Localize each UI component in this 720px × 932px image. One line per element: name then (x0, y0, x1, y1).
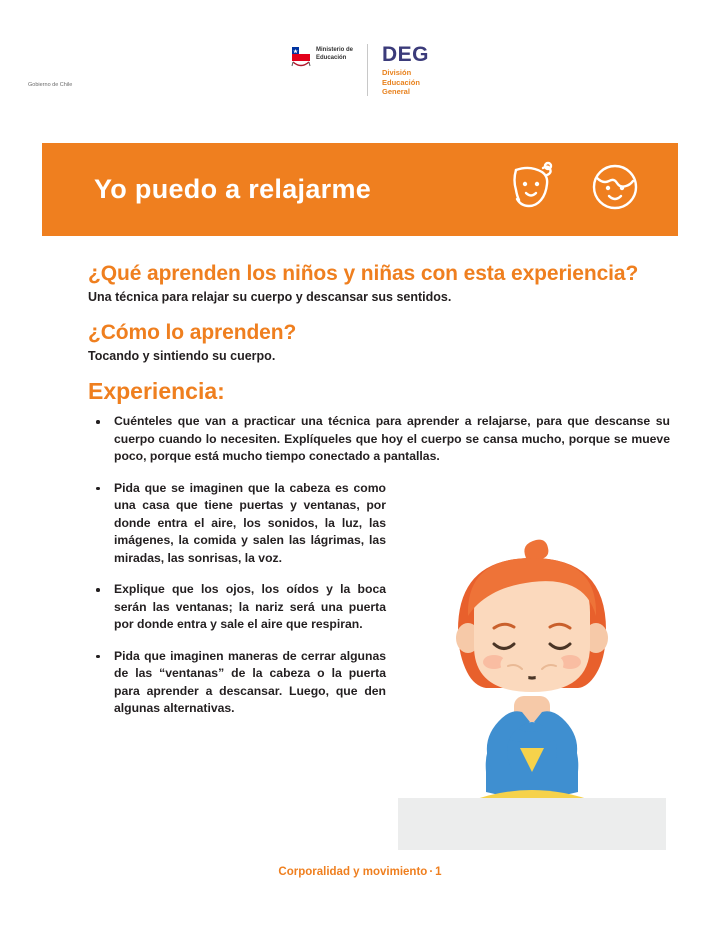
girl-face-icon (502, 158, 560, 221)
list-item: Pida que imaginen maneras de cerrar algunas de las “ventanas” de la cabeza o la puerta para aprender a descansar. Luego, que den algunas alternativas. (88, 648, 386, 718)
footer-label: Corporalidad y movimiento (278, 866, 428, 878)
mineduc-wordmark (316, 44, 353, 62)
experience-steps-list (88, 413, 670, 718)
list-item: Cuénteles que van a practicar una técnica para aprender a relajarse, para que descanse su cuerpo cuando lo necesiten. Explíqueles que hoy el cuerpo se cansa mucho, porque se mueve poco, porque está mucho tiempo conectado a pantallas. (88, 413, 670, 466)
mineduc-line1: Ministerio de (315, 47, 353, 53)
page-title: Yo puedo a relajarme (94, 174, 372, 204)
mineduc-gob-label: Gobierno de Chile (28, 82, 73, 88)
section-answer-1: Una técnica para relajar su cuerpo y descansar sus sentidos. (88, 290, 452, 304)
deg-line1: División (382, 68, 412, 77)
mineduc-logo (28, 44, 368, 96)
mineduc-line2: Educación (315, 54, 347, 61)
band-icon-group (502, 158, 644, 221)
illustration-floor (398, 798, 666, 850)
page-footer (0, 866, 720, 878)
footer-separator: · (429, 866, 434, 878)
section-answer-2: Tocando y sintiendo su cuerpo. (88, 349, 276, 363)
list-item: Explique que los ojos, los oídos y la boca serán las ventanas; la nariz será una puerta por donde entra y sale el aire que respiran. (88, 581, 386, 634)
deg-subtitle (382, 68, 429, 97)
chile-coat-of-arms-icon (291, 46, 311, 68)
title-band (42, 143, 678, 236)
boy-face-icon (586, 158, 644, 221)
deg-acronym: DEG (382, 43, 430, 66)
section-heading-1: ¿Qué aprenden los niños y niñas con esta experiencia? (88, 262, 639, 285)
deg-logo (382, 44, 429, 97)
section-heading-2: ¿Cómo lo aprenden? (88, 321, 297, 344)
list-item: Pida que se imaginen que la cabeza es como una casa que tiene puertas y ventanas, por donde entra el aire, los sonidos, la luz, las imágenes, la comida y salen las lágrimas, las miradas, las sonrisas, la voz. (88, 480, 386, 568)
experience-heading: Experiencia: (88, 378, 225, 404)
deg-line3: General (382, 87, 410, 96)
footer-page-number: 1 (435, 866, 442, 878)
document-body (88, 262, 670, 732)
header-logos (0, 44, 720, 97)
deg-line2: Educación (382, 77, 420, 87)
